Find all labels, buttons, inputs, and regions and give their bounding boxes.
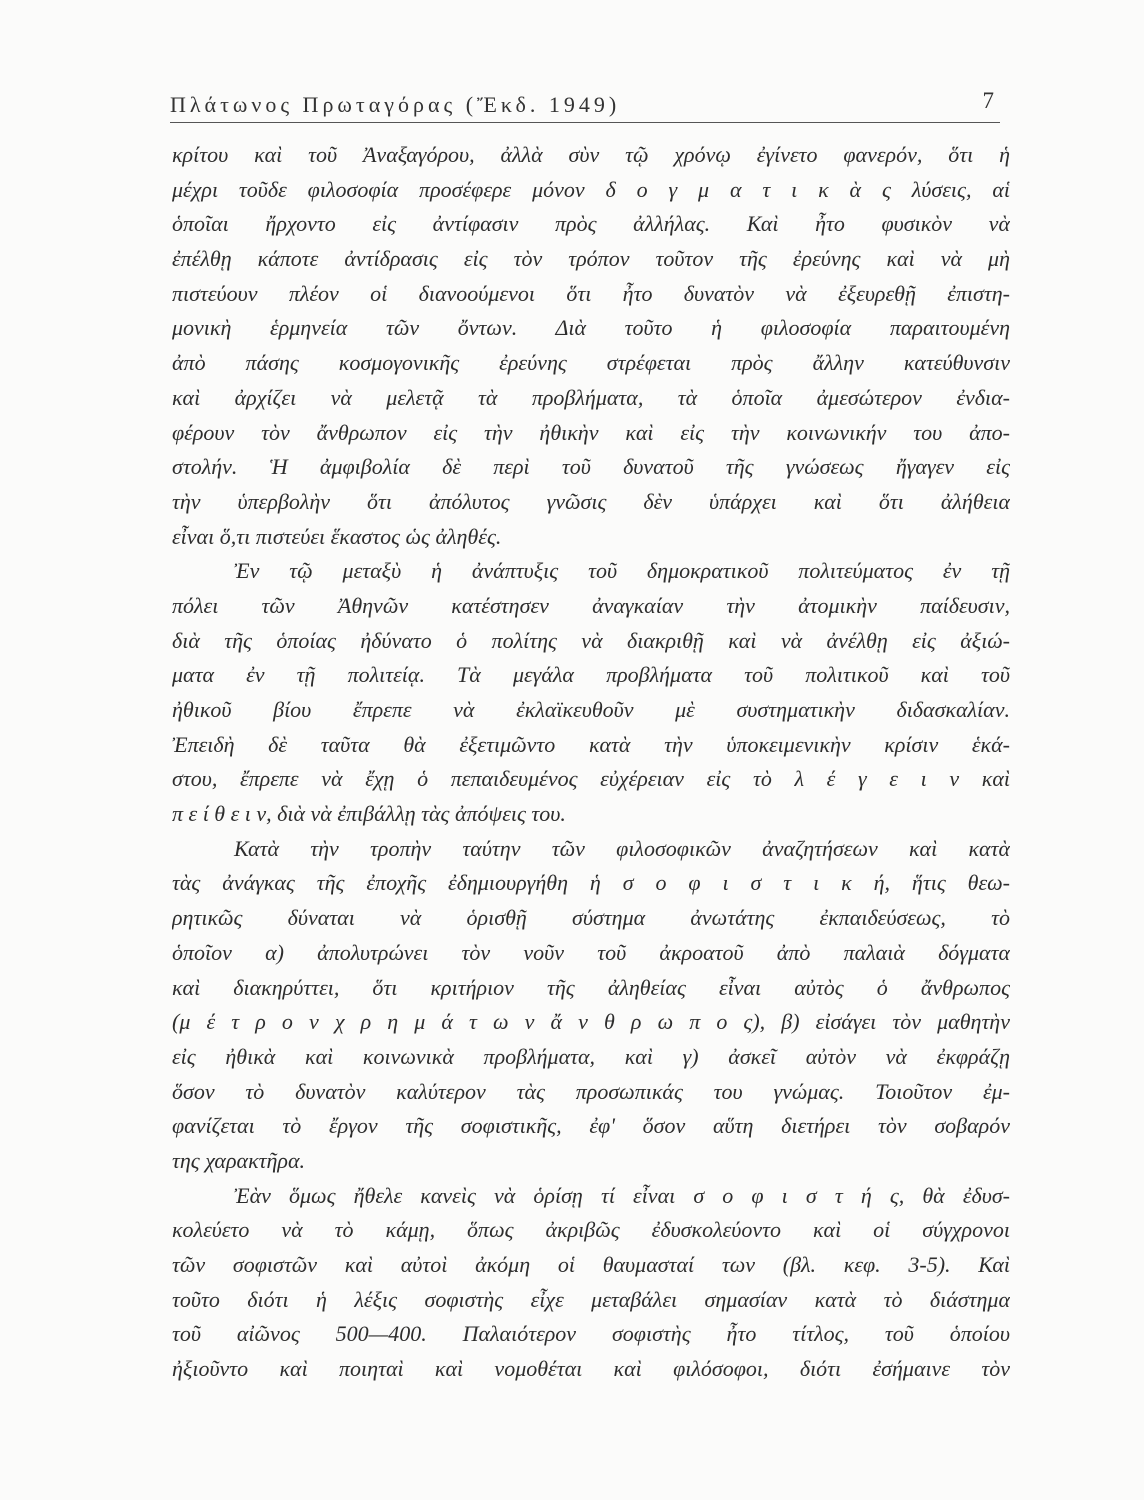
text-line: πιστεύουν πλέον οἱ διανοούμενοι ὅτι ἦτο δυνατὸν νὰ ἐξευρεθῇ ἐπιστη- — [172, 280, 1010, 306]
text-line: πόλει τῶν Ἀθηνῶν κατέστησεν ἀναγκαίαν τὴν ἀτομικὴν παίδευσιν, — [172, 592, 1010, 618]
text-line: καὶ ἀρχίζει νὰ μελετᾷ τὰ προβλήματα, τὰ ὁποῖα ἀμεσώτερον ἐνδια- — [172, 384, 1010, 410]
text-line: διὰ τῆς ὁποίας ἠδύνατο ὁ πολίτης νὰ διακριθῇ καὶ νὰ ἀνέλθῃ εἰς ἀξιώ- — [172, 627, 1010, 653]
text-line: ὁποῖον α) ἀπολυτρώνει τὸν νοῦν τοῦ ἀκροατοῦ ἀπὸ παλαιὰ δόγματα — [172, 939, 1010, 965]
body-text — [172, 138, 1010, 1387]
text-line: ὅσον τὸ δυνατὸν καλύτερον τὰς προσωπικάς του γνώμας. Τοιοῦτον ἐμ- — [172, 1078, 1010, 1104]
text-line: ματα ἐν τῇ πολιτείᾳ. Τὰ μεγάλα προβλήματα τοῦ πολιτικοῦ καὶ τοῦ — [172, 662, 1010, 688]
text-line: (μ έ τ ρ ο ν χ ρ η μ ά τ ω ν ἄ ν θ ρ ω π ο ς), β) εἰσάγει τὸν μαθητὴν — [172, 1009, 1010, 1035]
paragraph-start-line: Κατὰ τὴν τροπὴν ταύτην τῶν φιλοσοφικῶν ἀναζητήσεων καὶ κατὰ — [234, 835, 1010, 861]
text-line: φανίζεται τὸ ἔργον τῆς σοφιστικῆς, ἐφ' ὅσον αὕτη διετήρει τὸν σοβαρόν — [172, 1113, 1010, 1139]
text-line: τὴν ὑπερβολὴν ὅτι ἀπόλυτος γνῶσις δὲν ὑπάρχει καὶ ὅτι ἀλήθεια — [172, 488, 1010, 514]
text-line: μονικὴ ἑρμηνεία τῶν ὄντων. Διὰ τοῦτο ἡ φιλοσοφία παραιτουμένη — [172, 315, 1010, 341]
text-line: τοῦτο διότι ἡ λέξις σοφιστὴς εἶχε μεταβάλει σημασίαν κατὰ τὸ διάστημα — [172, 1286, 1010, 1312]
text-line: ἠξιοῦντο καὶ ποιηταὶ καὶ νομοθέται καὶ φιλόσοφοι, διότι ἐσήμαινε τὸν — [172, 1356, 1010, 1382]
text-line: φέρουν τὸν ἄνθρωπον εἰς τὴν ἠθικὴν καὶ εἰς τὴν κοινωνικήν του ἀπο- — [172, 419, 1010, 445]
paragraph-start-line: Ἐὰν ὅμως ἤθελε κανεὶς νὰ ὁρίσῃ τί εἶναι σ ο φ ι σ τ ή ς, θὰ ἐδυσ- — [234, 1182, 1010, 1208]
text-line: της χαρακτῆρα. — [172, 1147, 306, 1173]
running-title: Πλάτωνος Πρωταγόρας (Ἔκδ. 1949) — [170, 92, 621, 117]
text-line: ἠθικοῦ βίου ἔπρεπε νὰ ἐκλαϊκευθοῦν μὲ συστηματικὴν διδασκαλίαν. — [172, 697, 1010, 722]
text-line: κολεύετο νὰ τὸ κάμῃ, ὅπως ἀκριβῶς ἐδυσκολεύοντο καὶ οἱ σύγχρονοι — [172, 1217, 1010, 1243]
text-line: τὰς ἀνάγκας τῆς ἐποχῆς ἐδημιουργήθη ἡ σ ο φ ι σ τ ι κ ή, ἥτις θεω- — [172, 870, 1010, 896]
text-line: μέχρι τοῦδε φιλοσοφία προσέφερε μόνον δ ο γ μ α τ ι κ ὰ ς λύσεις, αἱ — [172, 176, 1010, 202]
text-line: Ἐπειδὴ δὲ ταῦτα θὰ ἐξετιμῶντο κατὰ τὴν ὑποκειμενικὴν κρίσιν ἑκά- — [172, 731, 1010, 757]
text-line: κρίτου καὶ τοῦ Ἀναξαγόρου, ἀλλὰ σὺν τῷ χρόνῳ ἐγίνετο φανερόν, ὅτι ἡ — [172, 142, 1010, 167]
text-line: ρητικῶς δύναται νὰ ὁρισθῇ σύστημα ἀνωτάτης ἐκπαιδεύσεως, τὸ — [172, 905, 1010, 931]
text-line: ὁποῖαι ἤρχοντο εἰς ἀντίφασιν πρὸς ἀλλήλας. Καὶ ἦτο φυσικὸν νὰ — [172, 211, 1010, 237]
text-line: εἶναι ὅ,τι πιστεύει ἕκαστος ὡς ἀληθές. — [172, 523, 502, 549]
page-number: 7 — [982, 88, 994, 113]
text-line: εἰς ἠθικὰ καὶ κοινωνικὰ προβλήματα, καὶ γ) ἀσκεῖ αὐτὸν νὰ ἐκφράζῃ — [172, 1043, 1010, 1069]
text-line: ἐπέλθῃ κάποτε ἀντίδρασις εἰς τὸν τρόπον τοῦτον τῆς ἐρεύνης καὶ νὰ μὴ — [172, 246, 1010, 272]
paragraph-start-line: Ἐν τῷ μεταξὺ ἡ ἀνάπτυξις τοῦ δημοκρατικοῦ πολιτεύματος ἐν τῇ — [234, 558, 1010, 584]
text-line: τοῦ αἰῶνος 500—400. Παλαιότερον σοφιστὴς ἦτο τίτλος, τοῦ ὁποίου — [172, 1321, 1010, 1347]
text-line: στολήν. Ἡ ἀμφιβολία δὲ περὶ τοῦ δυνατοῦ τῆς γνώσεως ἤγαγεν εἰς — [172, 454, 1010, 480]
text-line: ἀπὸ πάσης κοσμογονικῆς ἐρεύνης στρέφεται πρὸς ἄλλην κατεύθυνσιν — [172, 350, 1010, 376]
page-header — [170, 88, 1000, 123]
text-line: στου, ἔπρεπε νὰ ἔχῃ ὁ πεπαιδευμένος εὐχέρειαν εἰς τὸ λ έ γ ε ι ν καὶ — [172, 766, 1010, 792]
text-line: καὶ διακηρύττει, ὅτι κριτήριον τῆς ἀληθείας εἶναι αὐτὸς ὁ ἄνθρωπος — [172, 974, 1010, 1000]
text-line: τῶν σοφιστῶν καὶ αὐτοὶ ἀκόμη οἱ θαυμασταί των (βλ. κεφ. 3-5). Καὶ — [172, 1252, 1010, 1277]
text-line: π ε ί θ ε ι ν, διὰ νὰ ἐπιβάλλῃ τὰς ἀπόψεις του. — [172, 801, 566, 827]
